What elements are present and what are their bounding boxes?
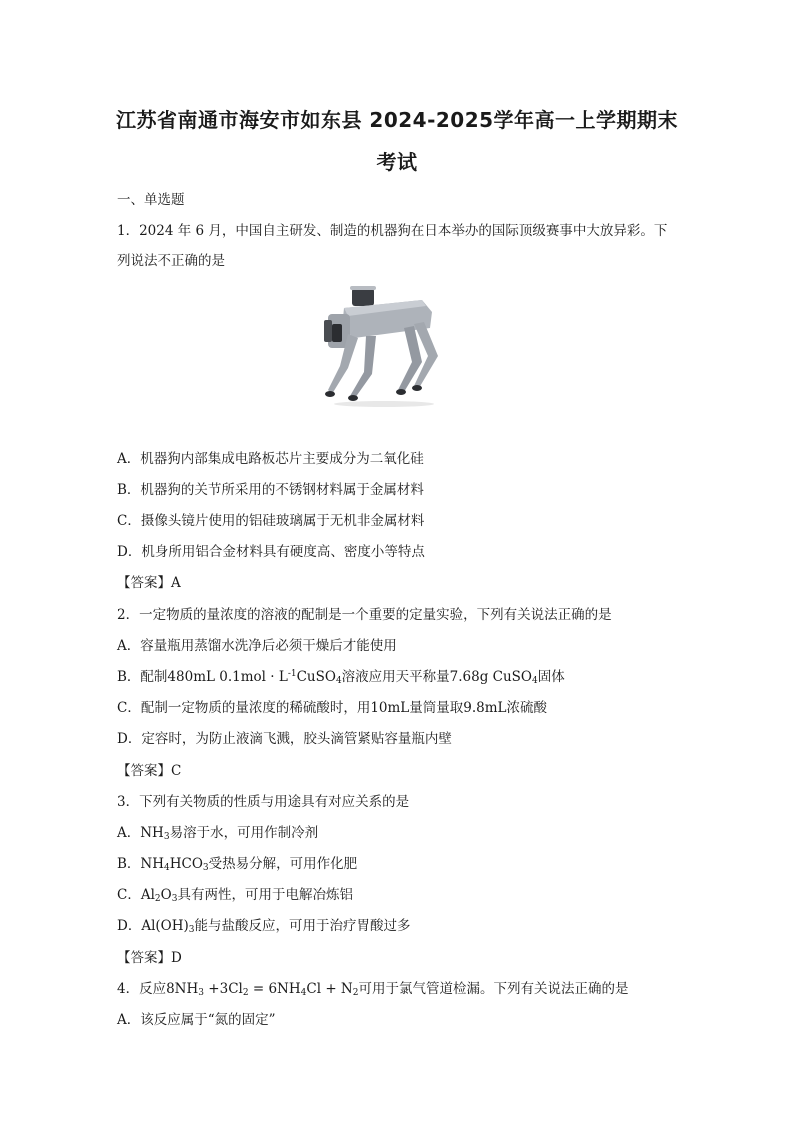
q1-option-c: C．摄像头镜片使用的铝硅玻璃属于无机非金属材料 [117, 513, 425, 529]
exam-title-continued: 考试 [376, 150, 418, 174]
q2-option-a: A．容量瓶用蒸馏水洗净后必须干燥后才能使用 [117, 638, 397, 654]
q1-stem-continued: 列说法不正确的是 [117, 253, 225, 269]
q3-option-a: A．$NH_3$易溶于水，可用作制冷剂 [117, 825, 319, 842]
section-heading: 一、单选题 [117, 192, 185, 208]
q3-answer: 【答案】D [117, 950, 182, 966]
q1-option-b: B．机器狗的关节所采用的不锈钢材料属于金属材料 [117, 482, 424, 498]
q3-option-b: B．$NH_4HCO_3$受热易分解，可用作化肥 [117, 856, 358, 873]
q2-option-c: C．配制一定物质的量浓度的稀硫酸时，用10mL量筒量取9.8mL浓硫酸 [117, 700, 548, 716]
q1-answer: 【答案】A [117, 575, 181, 591]
q2-option-b: B．配制480mL $0.1mol \cdot L^{-1}CuSO_4$溶液应用天平称量7.68g CuSO$_4$固体 [117, 669, 565, 686]
q3-option-d: D．$Al(OH)_3$能与盐酸反应，可用于治疗胃酸过多 [117, 918, 411, 935]
robot-dog-image [318, 286, 450, 408]
q2-option-d: D．定容时，为防止液滴飞溅，胶头滴管紧贴容量瓶内壁 [117, 731, 452, 747]
q4-option-a: A．该反应属于“氮的固定” [117, 1012, 276, 1028]
q2-answer: 【答案】C [117, 763, 182, 779]
q3-option-c: C．$Al_2O_3$具有两性，可用于电解冶炼铝 [117, 887, 353, 904]
q1-option-a: A．机器狗内部集成电路板芯片主要成分为二氧化硅 [117, 451, 424, 467]
q2-stem: 2．一定物质的量浓度的溶液的配制是一个重要的定量实验，下列有关说法正确的是 [117, 607, 612, 623]
q1-stem: 1．2024 年 6 月，中国自主研发、制造的机器狗在日本举办的国际顶级赛事中大放异彩。下 [117, 223, 668, 239]
exam-title: 江苏省南通市海安市如东县 2024-2025学年高一上学期期末 [115, 108, 679, 132]
q3-stem: 3．下列有关物质的性质与用途具有对应关系的是 [117, 794, 410, 810]
q1-option-d: D．机身所用铝合金材料具有硬度高、密度小等特点 [117, 544, 425, 560]
q4-stem: 4．反应$8NH_3 +3Cl_2 = 6NH_4Cl + N_2$可用于氯气管道检漏。下列有关说法正确的是 [117, 981, 629, 998]
